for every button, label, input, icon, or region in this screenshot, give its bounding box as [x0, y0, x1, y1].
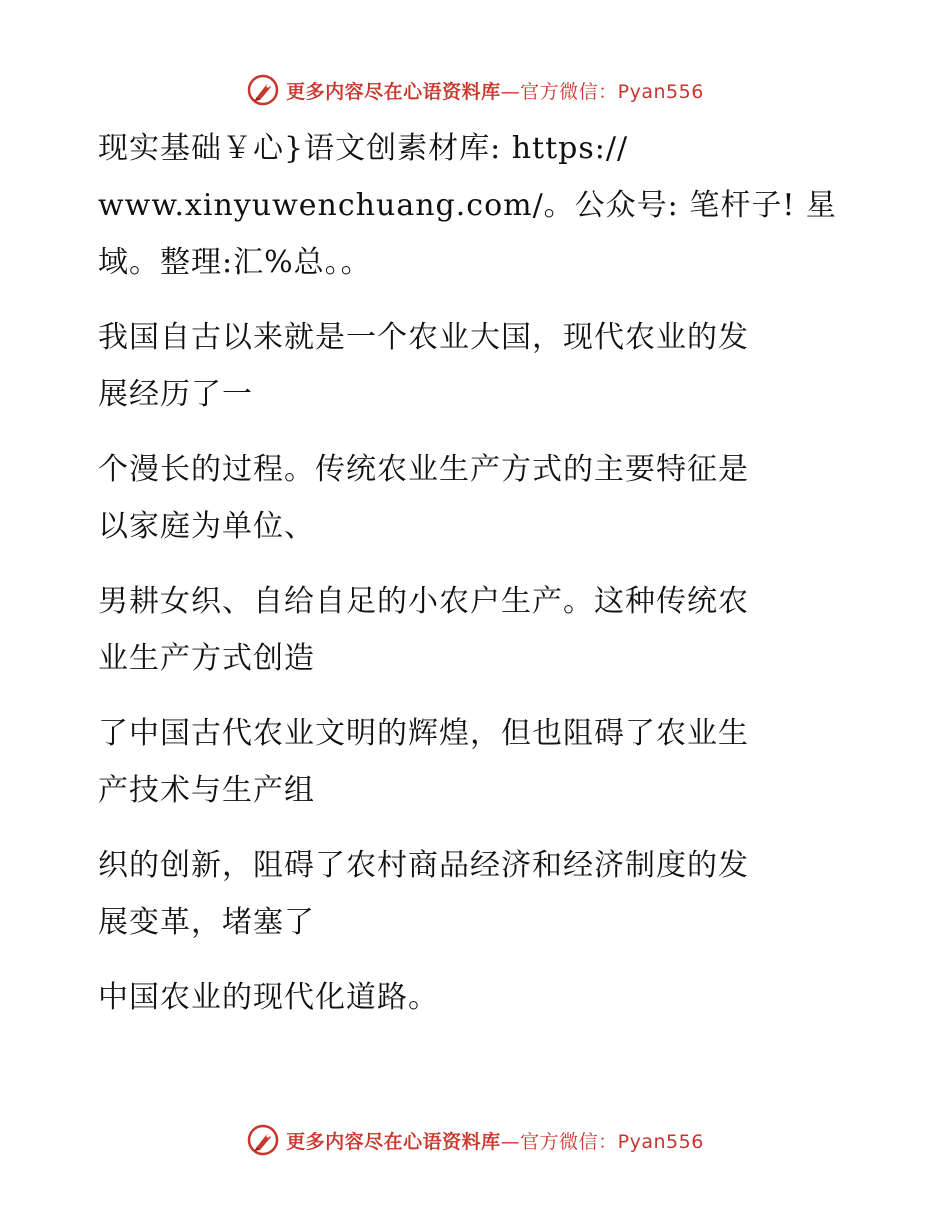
header-watermark-banner [0, 70, 950, 110]
footer-banner-main: 更多内容尽在心语资料库 [286, 1130, 501, 1153]
paragraph-4-line-1: 男耕女织、自给自足的小农户生产。这种传统农 [98, 584, 749, 619]
document-body [98, 120, 838, 1044]
header-banner-text [286, 77, 704, 104]
pen-nib-seal-icon [246, 1123, 280, 1157]
paragraph-5 [98, 705, 838, 819]
paragraph-2-line-1: 我国自古以来就是一个农业大国，现代农业的发 [98, 320, 749, 355]
paragraph-3-line-1: 个漫长的过程。传统农业生产方式的主要特征是 [98, 452, 749, 487]
paragraph-source-note [98, 120, 838, 291]
paragraph-5-line-2: 产技术与生产组 [98, 773, 315, 808]
source-line-1: 现实基础￥心}语文创素材库: https:// [98, 131, 629, 166]
paragraph-6-line-2: 展变革，堵塞了 [98, 905, 315, 940]
paragraph-2 [98, 309, 838, 423]
paragraph-4 [98, 573, 838, 687]
paragraph-5-line-1: 了中国古代农业文明的辉煌，但也阻碍了农业生 [98, 716, 749, 751]
paragraph-4-line-2: 业生产方式创造 [98, 641, 315, 676]
footer-banner-text [286, 1127, 704, 1154]
footer-watermark-banner [0, 1120, 950, 1160]
paragraph-7-line-1: 中国农业的现代化道路。 [98, 980, 439, 1015]
source-line-3: 域。整理:汇%总。。 [98, 245, 372, 280]
paragraph-3 [98, 441, 838, 555]
paragraph-2-line-2: 展经历了一 [98, 377, 253, 412]
paragraph-3-line-2: 以家庭为单位、 [98, 509, 315, 544]
paragraph-6-line-1: 织的创新，阻碍了农村商品经济和经济制度的发 [98, 848, 749, 883]
source-line-2: www.xinyuwenchuang.com/。公众号: 笔杆子! 星 [98, 188, 837, 223]
pen-nib-seal-icon [246, 73, 280, 107]
footer-banner-sub: —官方微信：Pyan556 [500, 1130, 704, 1153]
paragraph-6 [98, 837, 838, 951]
paragraph-7 [98, 969, 838, 1026]
header-banner-main: 更多内容尽在心语资料库 [286, 80, 501, 103]
header-banner-sub: —官方微信：Pyan556 [500, 80, 704, 103]
